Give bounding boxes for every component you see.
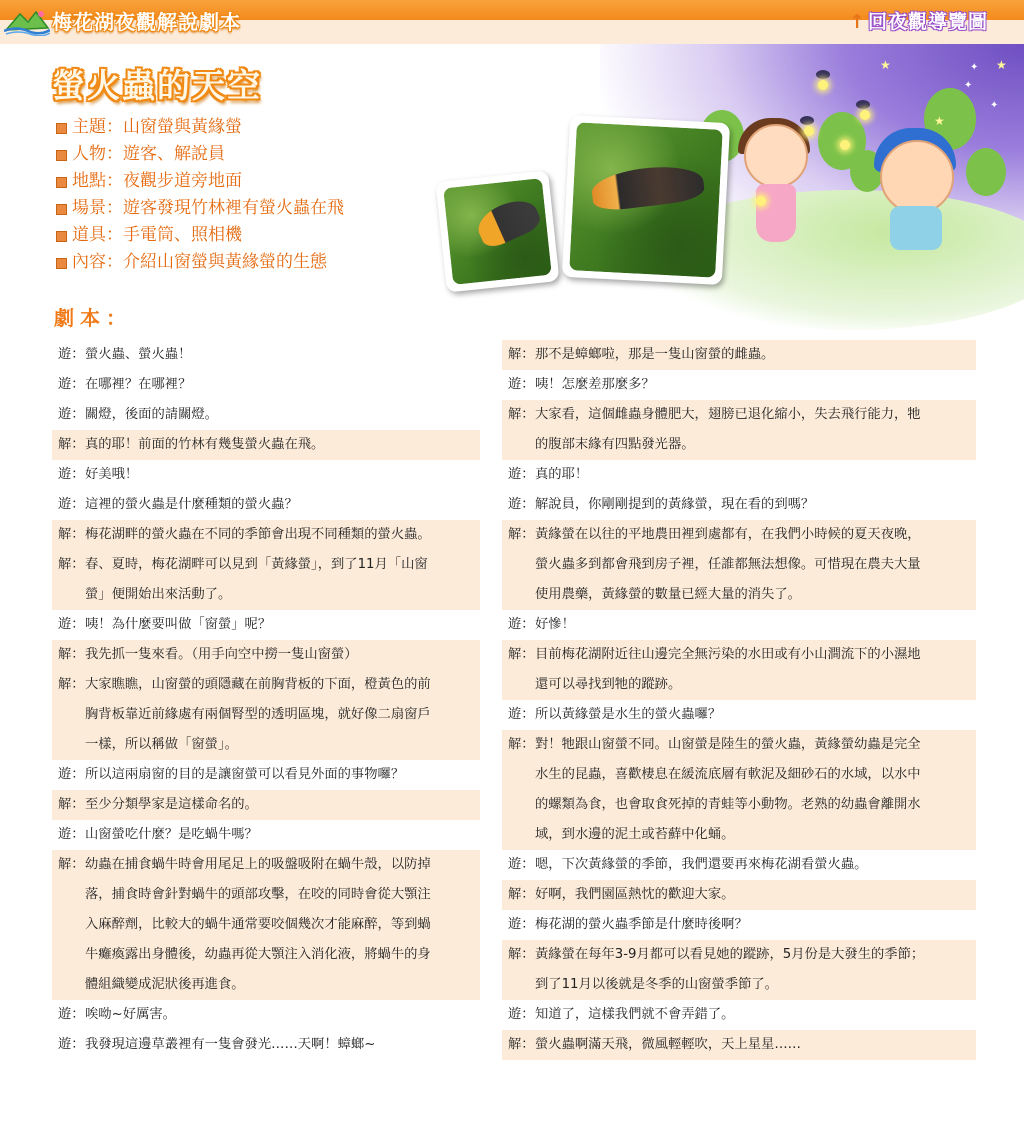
dialogue-line xyxy=(502,880,976,910)
dialogue-line xyxy=(52,430,480,460)
speaker-label: 遊： xyxy=(508,497,535,512)
speaker-label: 解： xyxy=(508,887,535,902)
speaker-label: 遊： xyxy=(58,1007,85,1022)
firefly-photo-subject xyxy=(472,193,543,251)
speaker-label: 解： xyxy=(508,407,535,422)
dialogue-text: 嗯，下次黃緣螢的季節，我們還要再來梅花湖看螢火蟲。 xyxy=(535,857,868,872)
leaf-background xyxy=(443,178,552,285)
firefly-photo-large xyxy=(562,115,730,285)
dialogue-line xyxy=(52,970,480,1000)
firefly-photo-subject xyxy=(590,161,706,212)
info-item: 地點：夜觀步道旁地面 xyxy=(56,168,344,195)
speaker-label: 遊： xyxy=(58,467,85,482)
dialogue-text: 域，到水邊的泥土或苔蘚中化蛹。 xyxy=(535,827,735,842)
bullet-square-icon xyxy=(56,204,67,215)
dialogue-text: 真的耶！前面的竹林有幾隻螢火蟲在飛。 xyxy=(85,437,325,452)
dialogue-text: 胸背板靠近前緣處有兩個腎型的透明區塊，就好像二扇窗戶 xyxy=(85,707,431,722)
dialogue-line xyxy=(52,550,480,580)
dialogue-line xyxy=(502,1000,976,1030)
dialogue-text: 牛癱瘓露出身體後，幼蟲再從大顎注入消化液，將蝸牛的身 xyxy=(85,947,431,962)
dialogue-line xyxy=(502,490,976,520)
page-title: 螢火蟲的天空 xyxy=(52,66,262,105)
dialogue-line xyxy=(502,940,976,970)
sparkle-icon: ✦ xyxy=(964,80,973,91)
bullet-square-icon xyxy=(56,123,67,134)
dialogue-text: 所以這兩扇窗的目的是讓窗螢可以看見外面的事物囉？ xyxy=(85,767,405,782)
speaker-label: 遊： xyxy=(58,497,85,512)
script-heading: 劇本： xyxy=(54,306,132,330)
dialogue-text: 至少分類學家是這樣命名的。 xyxy=(85,797,258,812)
speaker-label: 遊： xyxy=(58,617,85,632)
dialogue-line xyxy=(52,400,480,430)
dialogue-text: 對！牠跟山窗螢不同。山窗螢是陸生的螢火蟲，黃緣螢幼蟲是完全 xyxy=(535,737,921,752)
dialogue-text: 使用農藥，黃緣螢的數量已經大量的消失了。 xyxy=(535,587,801,602)
speaker-label: 遊： xyxy=(508,707,535,722)
dialogue-line xyxy=(502,970,976,1000)
dialogue-text: 幼蟲在捕食蝸牛時會用尾足上的吸盤吸附在蝸牛殼，以防掉 xyxy=(85,857,431,872)
speaker-label: 解： xyxy=(58,677,85,692)
speaker-label: 遊： xyxy=(508,1007,535,1022)
speaker-label xyxy=(52,940,85,970)
dialogue-line xyxy=(502,910,976,940)
speaker-label xyxy=(502,760,535,790)
dialogue-text: 春、夏時，梅花湖畔可以見到「黃緣螢」，到了11月「山窗 xyxy=(85,557,428,572)
dialogue-line xyxy=(502,340,976,370)
speaker-label: 解： xyxy=(58,797,85,812)
speaker-label xyxy=(52,880,85,910)
dialogue-line xyxy=(502,610,976,640)
firefly-glow-icon xyxy=(818,80,828,90)
speaker-label: 遊： xyxy=(58,377,85,392)
dialogue-text: 這裡的螢火蟲是什麼種類的螢火蟲？ xyxy=(85,497,298,512)
tree-icon xyxy=(966,148,1006,196)
speaker-label: 解： xyxy=(508,1037,535,1052)
dialogue-line xyxy=(52,580,480,610)
dialogue-text: 知道了，這樣我們就不會弄錯了。 xyxy=(535,1007,735,1022)
info-item: 人物：遊客、解說員 xyxy=(56,141,344,168)
speaker-label: 解： xyxy=(58,437,85,452)
speaker-label: 遊： xyxy=(58,827,85,842)
star-icon: ★ xyxy=(880,58,891,72)
dialogue-line xyxy=(52,340,480,370)
bullet-square-icon xyxy=(56,177,67,188)
speaker-label: 解： xyxy=(58,647,85,662)
dialogue-text: 黃緣螢在每年3-9月都可以看見她的蹤跡，5月份是大發生的季節； xyxy=(535,947,925,962)
speaker-label: 解： xyxy=(508,737,535,752)
bullet-square-icon xyxy=(56,231,67,242)
dialogue-text: 的腹部末緣有四點發光器。 xyxy=(535,437,695,452)
dialogue-line xyxy=(52,640,480,670)
speaker-label: 解： xyxy=(508,647,535,662)
dialogue-line xyxy=(52,760,480,790)
dialogue-line xyxy=(502,580,976,610)
dialogue-line xyxy=(502,400,976,430)
dialogue-text: 大家看，這個雌蟲身體肥大，翅膀已退化縮小，失去飛行能力，牠 xyxy=(535,407,921,422)
dialogue-text: 那不是蟑螂啦，那是一隻山窗螢的雌蟲。 xyxy=(535,347,775,362)
speaker-label xyxy=(502,820,535,850)
back-link-label: 回夜觀導覽圖 xyxy=(867,11,988,33)
dialogue-line xyxy=(502,640,976,670)
dialogue-column-right xyxy=(502,340,976,1060)
dialogue-text: 螢火蟲啊滿天飛，微風輕輕吹，天上星星…… xyxy=(535,1037,801,1052)
girl-face xyxy=(744,124,808,188)
firefly-icon xyxy=(856,100,870,109)
dialogue-line xyxy=(52,730,480,760)
back-to-tour-map-link[interactable] xyxy=(849,9,988,35)
dialogue-text: 唉呦~好厲害。 xyxy=(85,1007,176,1022)
speaker-label: 解： xyxy=(58,857,85,872)
dialogue-text: 目前梅花湖附近往山邊完全無污染的水田或有小山澗流下的小濕地 xyxy=(535,647,921,662)
dialogue-line xyxy=(52,460,480,490)
dialogue-line xyxy=(52,790,480,820)
site-logo-icon xyxy=(4,6,50,36)
dialogue-text: 螢」便開始出來活動了。 xyxy=(85,587,232,602)
firefly-glow-icon xyxy=(860,110,870,120)
speaker-label xyxy=(502,670,535,700)
speaker-label xyxy=(52,700,85,730)
sparkle-icon: ✦ xyxy=(990,100,999,111)
up-arrow-icon: ↑ xyxy=(849,11,866,33)
dialogue-text: 螢火蟲多到都會飛到房子裡，任誰都無法想像。可惜現在農夫大量 xyxy=(535,557,921,572)
info-item: 道具：手電筒、照相機 xyxy=(56,222,344,249)
site-title: 梅花湖夜觀解說劇本 xyxy=(52,10,241,34)
dialogue-line xyxy=(502,820,976,850)
dialogue-text: 關燈，後面的請關燈。 xyxy=(85,407,218,422)
dialogue-text: 入麻醉劑，比較大的蝸牛通常要咬個幾次才能麻醉，等到蝸 xyxy=(85,917,431,932)
speaker-label: 遊： xyxy=(508,377,535,392)
dialogue-line xyxy=(502,760,976,790)
dialogue-text: 咦！怎麼差那麼多？ xyxy=(535,377,655,392)
dialogue-text: 好美哦！ xyxy=(85,467,139,482)
speaker-label: 遊： xyxy=(58,347,85,362)
dialogue-line xyxy=(502,520,976,550)
dialogue-line xyxy=(502,670,976,700)
speaker-label: 遊： xyxy=(508,917,535,932)
speaker-label xyxy=(502,970,535,1000)
dialogue-line xyxy=(502,730,976,760)
dialogue-text: 我發現這邊草叢裡有一隻會發光……天啊！蟑螂~ xyxy=(85,1037,376,1052)
dialogue-text: 所以黃緣螢是水生的螢火蟲囉？ xyxy=(535,707,722,722)
speaker-label xyxy=(502,790,535,820)
speaker-label xyxy=(502,580,535,610)
dialogue-line xyxy=(502,700,976,730)
speaker-label: 遊： xyxy=(58,767,85,782)
dialogue-text: 黃緣螢在以往的平地農田裡到處都有，在我們小時候的夏天夜晚， xyxy=(535,527,921,542)
girl-dress xyxy=(756,184,796,242)
dialogue-text: 水生的昆蟲，喜歡棲息在緩流底層有軟泥及細砂石的水域，以水中 xyxy=(535,767,921,782)
scene-info-list xyxy=(56,114,344,276)
dialogue-text: 咦！為什麼要叫做「窗螢」呢？ xyxy=(85,617,272,632)
dialogue-text: 落，捕食時會針對蝸牛的頭部攻擊，在咬的同時會從大顎注 xyxy=(85,887,431,902)
speaker-label: 遊： xyxy=(58,407,85,422)
dialogue-line xyxy=(52,910,480,940)
dialogue-text: 好啊，我們園區熱忱的歡迎大家。 xyxy=(535,887,735,902)
speaker-label: 解： xyxy=(58,527,85,542)
speaker-label xyxy=(52,580,85,610)
dialogue-text: 我先抓一隻來看。（用手向空中撈一隻山窗螢） xyxy=(85,647,358,662)
dialogue-line xyxy=(52,370,480,400)
dialogue-line xyxy=(52,1000,480,1030)
speaker-label xyxy=(52,910,85,940)
speaker-label: 遊： xyxy=(58,1037,85,1052)
leaf-background xyxy=(569,122,723,277)
dialogue-text: 梅花湖畔的螢火蟲在不同的季節會出現不同種類的螢火蟲。 xyxy=(85,527,431,542)
dialogue-text: 體組織變成泥狀後再進食。 xyxy=(85,977,245,992)
info-item: 場景：遊客發現竹林裡有螢火蟲在飛 xyxy=(56,195,344,222)
dialogue-line xyxy=(52,820,480,850)
dialogue-line xyxy=(502,460,976,490)
speaker-label xyxy=(52,730,85,760)
firefly-glow-icon xyxy=(840,140,850,150)
speaker-label: 解： xyxy=(508,527,535,542)
firefly-photo-small xyxy=(436,170,560,292)
dialogue-text: 的螺類為食，也會取食死掉的青蛙等小動物。老熟的幼蟲會離開水 xyxy=(535,797,921,812)
star-icon: ★ xyxy=(934,114,945,128)
info-item: 主題：山窗螢與黃緣螢 xyxy=(56,114,344,141)
speaker-label xyxy=(502,550,535,580)
boy-face xyxy=(880,140,954,214)
dialogue-text: 解說員，你剛剛提到的黃緣螢，現在看的到嗎？ xyxy=(535,497,815,512)
firefly-glow-icon xyxy=(756,196,766,206)
sparkle-icon: ✦ xyxy=(970,62,979,73)
dialogue-text: 大家瞧瞧，山窗螢的頭隱藏在前胸背板的下面，橙黃色的前 xyxy=(85,677,431,692)
dialogue-line xyxy=(502,1030,976,1060)
speaker-label: 遊： xyxy=(508,617,535,632)
dialogue-line xyxy=(52,670,480,700)
firefly-glow-icon xyxy=(804,126,814,136)
star-icon: ★ xyxy=(996,58,1007,72)
firefly-icon xyxy=(816,70,830,79)
dialogue-line xyxy=(52,700,480,730)
dialogue-text: 到了11月以後就是冬季的山窗螢季節了。 xyxy=(535,977,778,992)
dialogue-text: 還可以尋找到牠的蹤跡。 xyxy=(535,677,682,692)
dialogue-line xyxy=(52,850,480,880)
dialogue-line xyxy=(502,850,976,880)
dialogue-text: 在哪裡？在哪裡？ xyxy=(85,377,192,392)
speaker-label: 解： xyxy=(508,347,535,362)
dialogue-column-left xyxy=(52,340,480,1060)
speaker-label xyxy=(52,970,85,1000)
dialogue-line xyxy=(52,940,480,970)
dialogue-line xyxy=(52,520,480,550)
dialogue-text: 真的耶！ xyxy=(535,467,589,482)
bullet-square-icon xyxy=(56,258,67,269)
info-item: 內容：介紹山窗螢與黃緣螢的生態 xyxy=(56,249,344,276)
firefly-icon xyxy=(800,116,814,125)
dialogue-text: 螢火蟲、螢火蟲！ xyxy=(85,347,192,362)
speaker-label: 解： xyxy=(508,947,535,962)
dialogue-text: 好慘！ xyxy=(535,617,575,632)
speaker-label: 遊： xyxy=(508,857,535,872)
dialogue-line xyxy=(502,550,976,580)
dialogue-line xyxy=(52,880,480,910)
bullet-square-icon xyxy=(56,150,67,161)
speaker-label: 遊： xyxy=(508,467,535,482)
dialogue-text: 山窗螢吃什麼？是吃蝸牛嗎？ xyxy=(85,827,258,842)
speaker-label xyxy=(502,430,535,460)
dialogue-line xyxy=(52,1030,480,1060)
dialogue-line xyxy=(502,790,976,820)
dialogue-line xyxy=(52,610,480,640)
dialogue-line xyxy=(502,430,976,460)
speaker-label: 解： xyxy=(58,557,85,572)
boy-shirt xyxy=(890,206,942,250)
dialogue-text: 梅花湖的螢火蟲季節是什麼時後啊？ xyxy=(535,917,748,932)
dialogue-line xyxy=(52,490,480,520)
dialogue-line xyxy=(502,370,976,400)
dialogue-text: 一樣，所以稱做「窗螢」。 xyxy=(85,737,238,752)
